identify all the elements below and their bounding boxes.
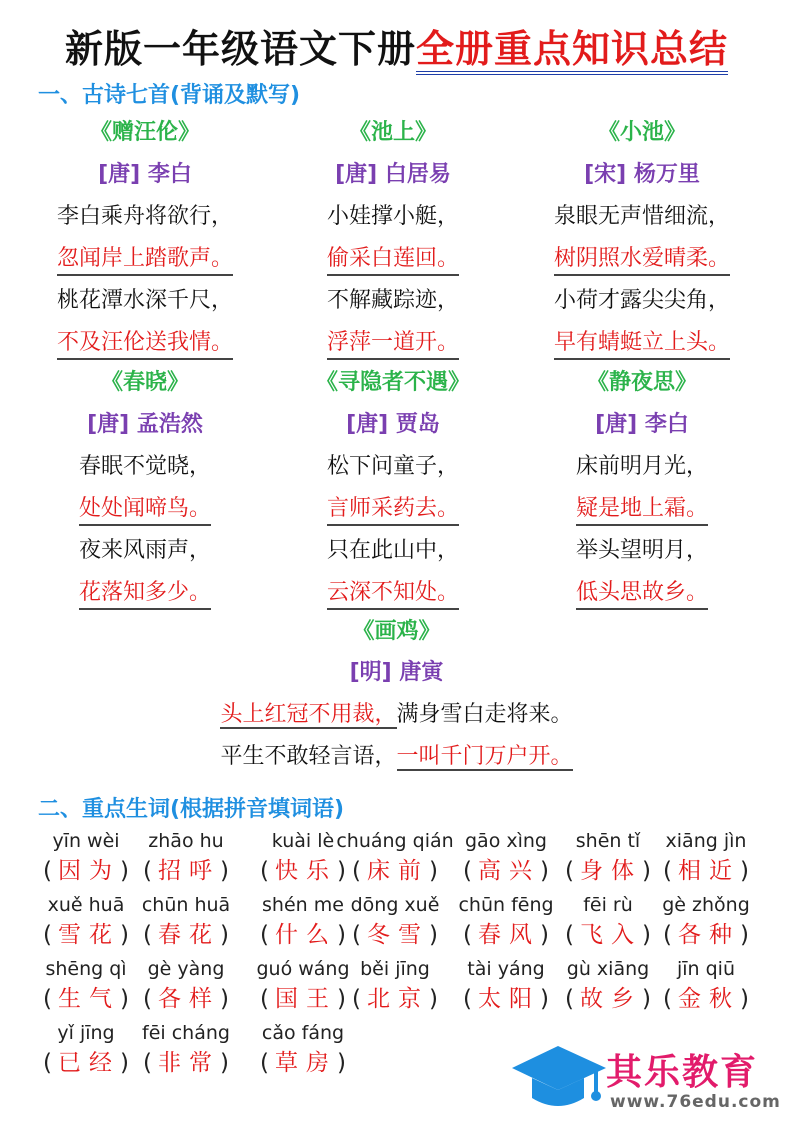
vocab-row xyxy=(36,828,756,892)
poem-title: 《小池》 xyxy=(597,120,686,145)
vocab-hanzi: 飞入 xyxy=(580,922,642,948)
poem-line-red: 不及汪伦送我情。 xyxy=(57,328,233,360)
vocab-pinyin: gè zhǒng xyxy=(662,894,750,916)
poem-line xyxy=(15,530,275,572)
paren-close: ) xyxy=(120,1050,129,1076)
vocab-item xyxy=(558,828,658,888)
vocab-item xyxy=(656,828,756,888)
poem-line xyxy=(15,446,275,488)
poem-line xyxy=(512,238,772,280)
poem-line xyxy=(15,572,275,614)
vocab-hanzi: 快乐 xyxy=(275,858,337,884)
paren-open: ( xyxy=(565,858,574,884)
poem-line xyxy=(263,572,523,614)
poem-title: 《春晓》 xyxy=(100,370,189,395)
section-heading-poems: 一、古诗七首(背诵及默写) xyxy=(38,83,301,108)
paren-close: ) xyxy=(740,858,749,884)
vocab-pinyin: gāo xìng xyxy=(465,830,547,852)
poem-line xyxy=(0,694,793,736)
poem-line xyxy=(263,446,523,488)
vocab-item xyxy=(36,828,136,888)
vocab-pinyin: dōng xuě xyxy=(350,894,440,916)
vocab-hanzi: 国王 xyxy=(275,986,337,1012)
poem-line-black: 床前明月光， xyxy=(575,454,708,479)
paren-close: ) xyxy=(740,986,749,1012)
poem-line xyxy=(15,196,275,238)
vocab-hanzi: 生气 xyxy=(58,986,120,1012)
vocab-word xyxy=(36,1046,136,1080)
poem-line-black: 小荷才露尖尖角， xyxy=(553,288,730,313)
paren-open: ( xyxy=(260,858,269,884)
poem-line-red: 处处闻啼鸟。 xyxy=(79,494,211,526)
poem-line xyxy=(512,488,772,530)
vocab-pinyin: fēi rù xyxy=(583,894,633,916)
vocab-word xyxy=(136,1046,236,1080)
paren-open: ( xyxy=(43,922,52,948)
vocab-item xyxy=(656,892,756,952)
vocab-word xyxy=(456,854,556,888)
vocab-word xyxy=(336,982,454,1016)
vocab-hanzi: 已经 xyxy=(58,1050,120,1076)
paren-close: ) xyxy=(540,986,549,1012)
paren-close: ) xyxy=(220,1050,229,1076)
vocab-hanzi: 金秋 xyxy=(678,986,740,1012)
vocab-row xyxy=(36,956,756,1020)
poem-author: [唐] 李白 xyxy=(595,412,689,437)
poem-line-black: 泉眼无声惜细流， xyxy=(553,204,730,229)
paren-open: ( xyxy=(143,922,152,948)
poem-line xyxy=(263,238,523,280)
poem-line-red: 树阴照水爱晴柔。 xyxy=(554,244,730,276)
paren-close: ) xyxy=(642,858,651,884)
poem-line-red: 低头思故乡。 xyxy=(576,578,708,610)
vocab-item xyxy=(136,1020,236,1080)
paren-open: ( xyxy=(260,922,269,948)
paren-close: ) xyxy=(540,858,549,884)
vocab-word xyxy=(136,982,236,1016)
vocab-pinyin: kuài lè xyxy=(271,830,335,852)
title-black-part: 新版一年级语文下册 xyxy=(64,27,416,71)
paren-open: ( xyxy=(565,922,574,948)
poem-line-black: 李白乘舟将欲行， xyxy=(56,204,233,229)
vocab-pinyin: chuáng qián xyxy=(336,830,454,852)
poem-line xyxy=(15,488,275,530)
vocab-hanzi: 什么 xyxy=(275,922,337,948)
vocab-pinyin: xuě huā xyxy=(47,894,125,916)
paren-open: ( xyxy=(143,1050,152,1076)
vocab-word xyxy=(456,918,556,952)
poem-block xyxy=(15,112,275,364)
vocab-item xyxy=(136,828,236,888)
vocab-pinyin: fēi cháng xyxy=(142,1022,230,1044)
vocab-item xyxy=(456,828,556,888)
section-heading-vocab: 二、重点生词(根据拼音填词语) xyxy=(38,797,345,822)
poem-title: 《池上》 xyxy=(348,120,437,145)
poem-line xyxy=(263,322,523,364)
paren-open: ( xyxy=(463,922,472,948)
vocab-hanzi: 非常 xyxy=(158,1050,220,1076)
vocab-word xyxy=(244,1046,362,1080)
vocab-pinyin: chūn huā xyxy=(141,894,231,916)
paren-close: ) xyxy=(337,1050,346,1076)
poem-block xyxy=(512,362,772,614)
vocab-hanzi: 北京 xyxy=(367,986,429,1012)
vocab-word xyxy=(36,918,136,952)
poem-line-black: 桃花潭水深千尺， xyxy=(56,288,233,313)
poem-line-red: 早有蜻蜓立上头。 xyxy=(554,328,730,360)
paren-open: ( xyxy=(352,922,361,948)
vocab-item xyxy=(656,956,756,1016)
vocab-pinyin: jīn qiū xyxy=(676,958,736,980)
poem-line xyxy=(512,280,772,322)
poem-line xyxy=(0,736,793,778)
paren-close: ) xyxy=(120,858,129,884)
poem-block xyxy=(15,362,275,614)
vocab-item xyxy=(456,892,556,952)
poem-line xyxy=(263,280,523,322)
vocab-hanzi: 春花 xyxy=(158,922,220,948)
vocab-word xyxy=(558,854,658,888)
poem-line-black: 举头望明月， xyxy=(575,538,708,563)
paren-close: ) xyxy=(220,922,229,948)
poem-title: 《寻隐者不遇》 xyxy=(315,370,470,395)
vocab-word xyxy=(36,982,136,1016)
vocab-item xyxy=(36,956,136,1016)
poem-line-red: 头上红冠不用裁， xyxy=(220,702,397,727)
vocab-hanzi: 各种 xyxy=(678,922,740,948)
poem-line-red: 言师采药去。 xyxy=(327,494,459,526)
paren-close: ) xyxy=(642,922,651,948)
vocab-word xyxy=(656,982,756,1016)
poem-block xyxy=(512,112,772,364)
paren-close: ) xyxy=(429,922,438,948)
paren-open: ( xyxy=(663,986,672,1012)
paren-close: ) xyxy=(337,922,346,948)
vocab-word xyxy=(136,854,236,888)
vocab-hanzi: 床前 xyxy=(367,858,429,884)
paren-open: ( xyxy=(663,922,672,948)
logo xyxy=(510,1040,785,1116)
poem-line-red: 浮萍一道开。 xyxy=(327,328,459,360)
poem-line-red: 忽闻岸上踏歌声。 xyxy=(57,244,233,276)
poem-line-red: 疑是地上霜。 xyxy=(576,494,708,526)
poem-line xyxy=(15,280,275,322)
poem-line xyxy=(15,238,275,280)
paren-open: ( xyxy=(565,986,574,1012)
vocab-item xyxy=(336,956,454,1016)
poem-line-black: 小娃撑小艇， xyxy=(326,204,459,229)
paren-open: ( xyxy=(352,986,361,1012)
vocab-word xyxy=(336,918,454,952)
poem-author: [唐] 孟浩然 xyxy=(87,412,203,437)
vocab-pinyin: tài yáng xyxy=(467,958,545,980)
poem-line-black: 只在此山中， xyxy=(326,538,459,563)
vocab-word xyxy=(36,854,136,888)
vocab-pinyin: běi jīng xyxy=(360,958,430,980)
paren-close: ) xyxy=(337,858,346,884)
vocab-pinyin: xiāng jìn xyxy=(665,830,747,852)
vocab-pinyin: yīn wèi xyxy=(52,830,120,852)
vocab-pinyin: gù xiāng xyxy=(566,958,650,980)
paren-open: ( xyxy=(143,986,152,1012)
poem-line-black: 满身雪白走将来。 xyxy=(396,702,573,727)
logo-url: www.76edu.com xyxy=(610,1092,781,1112)
poem-author: [唐] 贾岛 xyxy=(346,412,440,437)
poem-author: [明] 唐寅 xyxy=(349,660,444,685)
poem-line-red: 云深不知处。 xyxy=(327,578,459,610)
poem-line-black: 不解藏踪迹， xyxy=(326,288,459,313)
vocab-hanzi: 故乡 xyxy=(580,986,642,1012)
vocab-item xyxy=(36,892,136,952)
poem-title: 《画鸡》 xyxy=(352,619,441,644)
paren-open: ( xyxy=(463,986,472,1012)
poem-author: [唐] 李白 xyxy=(98,162,192,187)
paren-open: ( xyxy=(43,858,52,884)
poem-line xyxy=(512,446,772,488)
poem-huaji xyxy=(0,612,793,778)
poem-author: [唐] 白居易 xyxy=(335,162,451,187)
poem-author: [宋] 杨万里 xyxy=(584,162,700,187)
vocab-word xyxy=(558,982,658,1016)
graduation-cap-icon xyxy=(510,1040,610,1116)
poem-line xyxy=(15,322,275,364)
poem-line-black: 春眠不觉晓， xyxy=(78,454,211,479)
vocab-hanzi: 草房 xyxy=(275,1050,337,1076)
vocab-item xyxy=(136,892,236,952)
vocab-pinyin: gè yàng xyxy=(147,958,225,980)
paren-open: ( xyxy=(43,1050,52,1076)
poem-line xyxy=(512,572,772,614)
vocab-hanzi: 各样 xyxy=(158,986,220,1012)
vocab-pinyin: shēng qì xyxy=(45,958,127,980)
paren-close: ) xyxy=(540,922,549,948)
vocab-item xyxy=(558,956,658,1016)
vocab-item xyxy=(558,892,658,952)
vocab-pinyin: guó wáng xyxy=(256,958,350,980)
vocab-hanzi: 冬雪 xyxy=(367,922,429,948)
poem-line xyxy=(263,530,523,572)
vocab-hanzi: 高兴 xyxy=(478,858,540,884)
paren-close: ) xyxy=(740,922,749,948)
paren-open: ( xyxy=(260,1050,269,1076)
poem-line-black: 平生不敢轻言语， xyxy=(220,744,397,769)
vocab-item xyxy=(244,1020,362,1080)
vocab-word xyxy=(456,982,556,1016)
paren-close: ) xyxy=(220,858,229,884)
title-red-part: 全册重点知识总结 xyxy=(416,27,728,75)
logo-name: 其乐教育 xyxy=(606,1052,759,1093)
vocab-item xyxy=(136,956,236,1016)
poem-line-red: 花落知多少。 xyxy=(79,578,211,610)
paren-close: ) xyxy=(220,986,229,1012)
vocab-pinyin: shēn tǐ xyxy=(575,830,641,852)
vocab-word xyxy=(136,918,236,952)
paren-close: ) xyxy=(429,858,438,884)
vocab-hanzi: 招呼 xyxy=(158,858,220,884)
paren-close: ) xyxy=(337,986,346,1012)
vocab-item xyxy=(336,828,454,888)
vocab-pinyin: yǐ jīng xyxy=(57,1022,115,1044)
vocab-pinyin: cǎo fáng xyxy=(261,1022,345,1044)
poem-line xyxy=(512,530,772,572)
vocab-pinyin: shén me xyxy=(262,894,344,916)
poem-line xyxy=(512,322,772,364)
poem-block xyxy=(263,362,523,614)
vocab-item xyxy=(336,892,454,952)
poem-block xyxy=(263,112,523,364)
vocab-row xyxy=(36,892,756,956)
vocab-word xyxy=(656,918,756,952)
vocab-hanzi: 相近 xyxy=(678,858,740,884)
vocab-item xyxy=(36,1020,136,1080)
paren-close: ) xyxy=(120,986,129,1012)
paren-open: ( xyxy=(260,986,269,1012)
paren-close: ) xyxy=(429,986,438,1012)
poem-line-black: 松下问童子， xyxy=(326,454,459,479)
vocab-hanzi: 身体 xyxy=(580,858,642,884)
paren-open: ( xyxy=(663,858,672,884)
vocab-word xyxy=(656,854,756,888)
vocab-hanzi: 雪花 xyxy=(58,922,120,948)
vocab-word xyxy=(558,918,658,952)
page-title xyxy=(0,18,793,73)
poem-line-red: 一叫千门万户开。 xyxy=(396,744,573,769)
poem-line xyxy=(263,488,523,530)
paren-close: ) xyxy=(642,986,651,1012)
paren-open: ( xyxy=(143,858,152,884)
poem-line xyxy=(263,196,523,238)
poem-title: 《赠汪伦》 xyxy=(89,120,200,145)
vocab-pinyin: chūn fēng xyxy=(458,894,554,916)
vocab-word xyxy=(336,854,454,888)
poem-line xyxy=(512,196,772,238)
paren-open: ( xyxy=(463,858,472,884)
paren-close: ) xyxy=(120,922,129,948)
poem-line-red: 偷采白莲回。 xyxy=(327,244,459,276)
poem-line-black: 夜来风雨声， xyxy=(78,538,211,563)
vocab-hanzi: 春风 xyxy=(478,922,540,948)
vocab-hanzi: 太阳 xyxy=(478,986,540,1012)
poem-title: 《静夜思》 xyxy=(586,370,697,395)
paren-open: ( xyxy=(352,858,361,884)
paren-open: ( xyxy=(43,986,52,1012)
vocab-hanzi: 因为 xyxy=(58,858,120,884)
vocab-pinyin: zhāo hu xyxy=(148,830,224,852)
vocab-item xyxy=(456,956,556,1016)
